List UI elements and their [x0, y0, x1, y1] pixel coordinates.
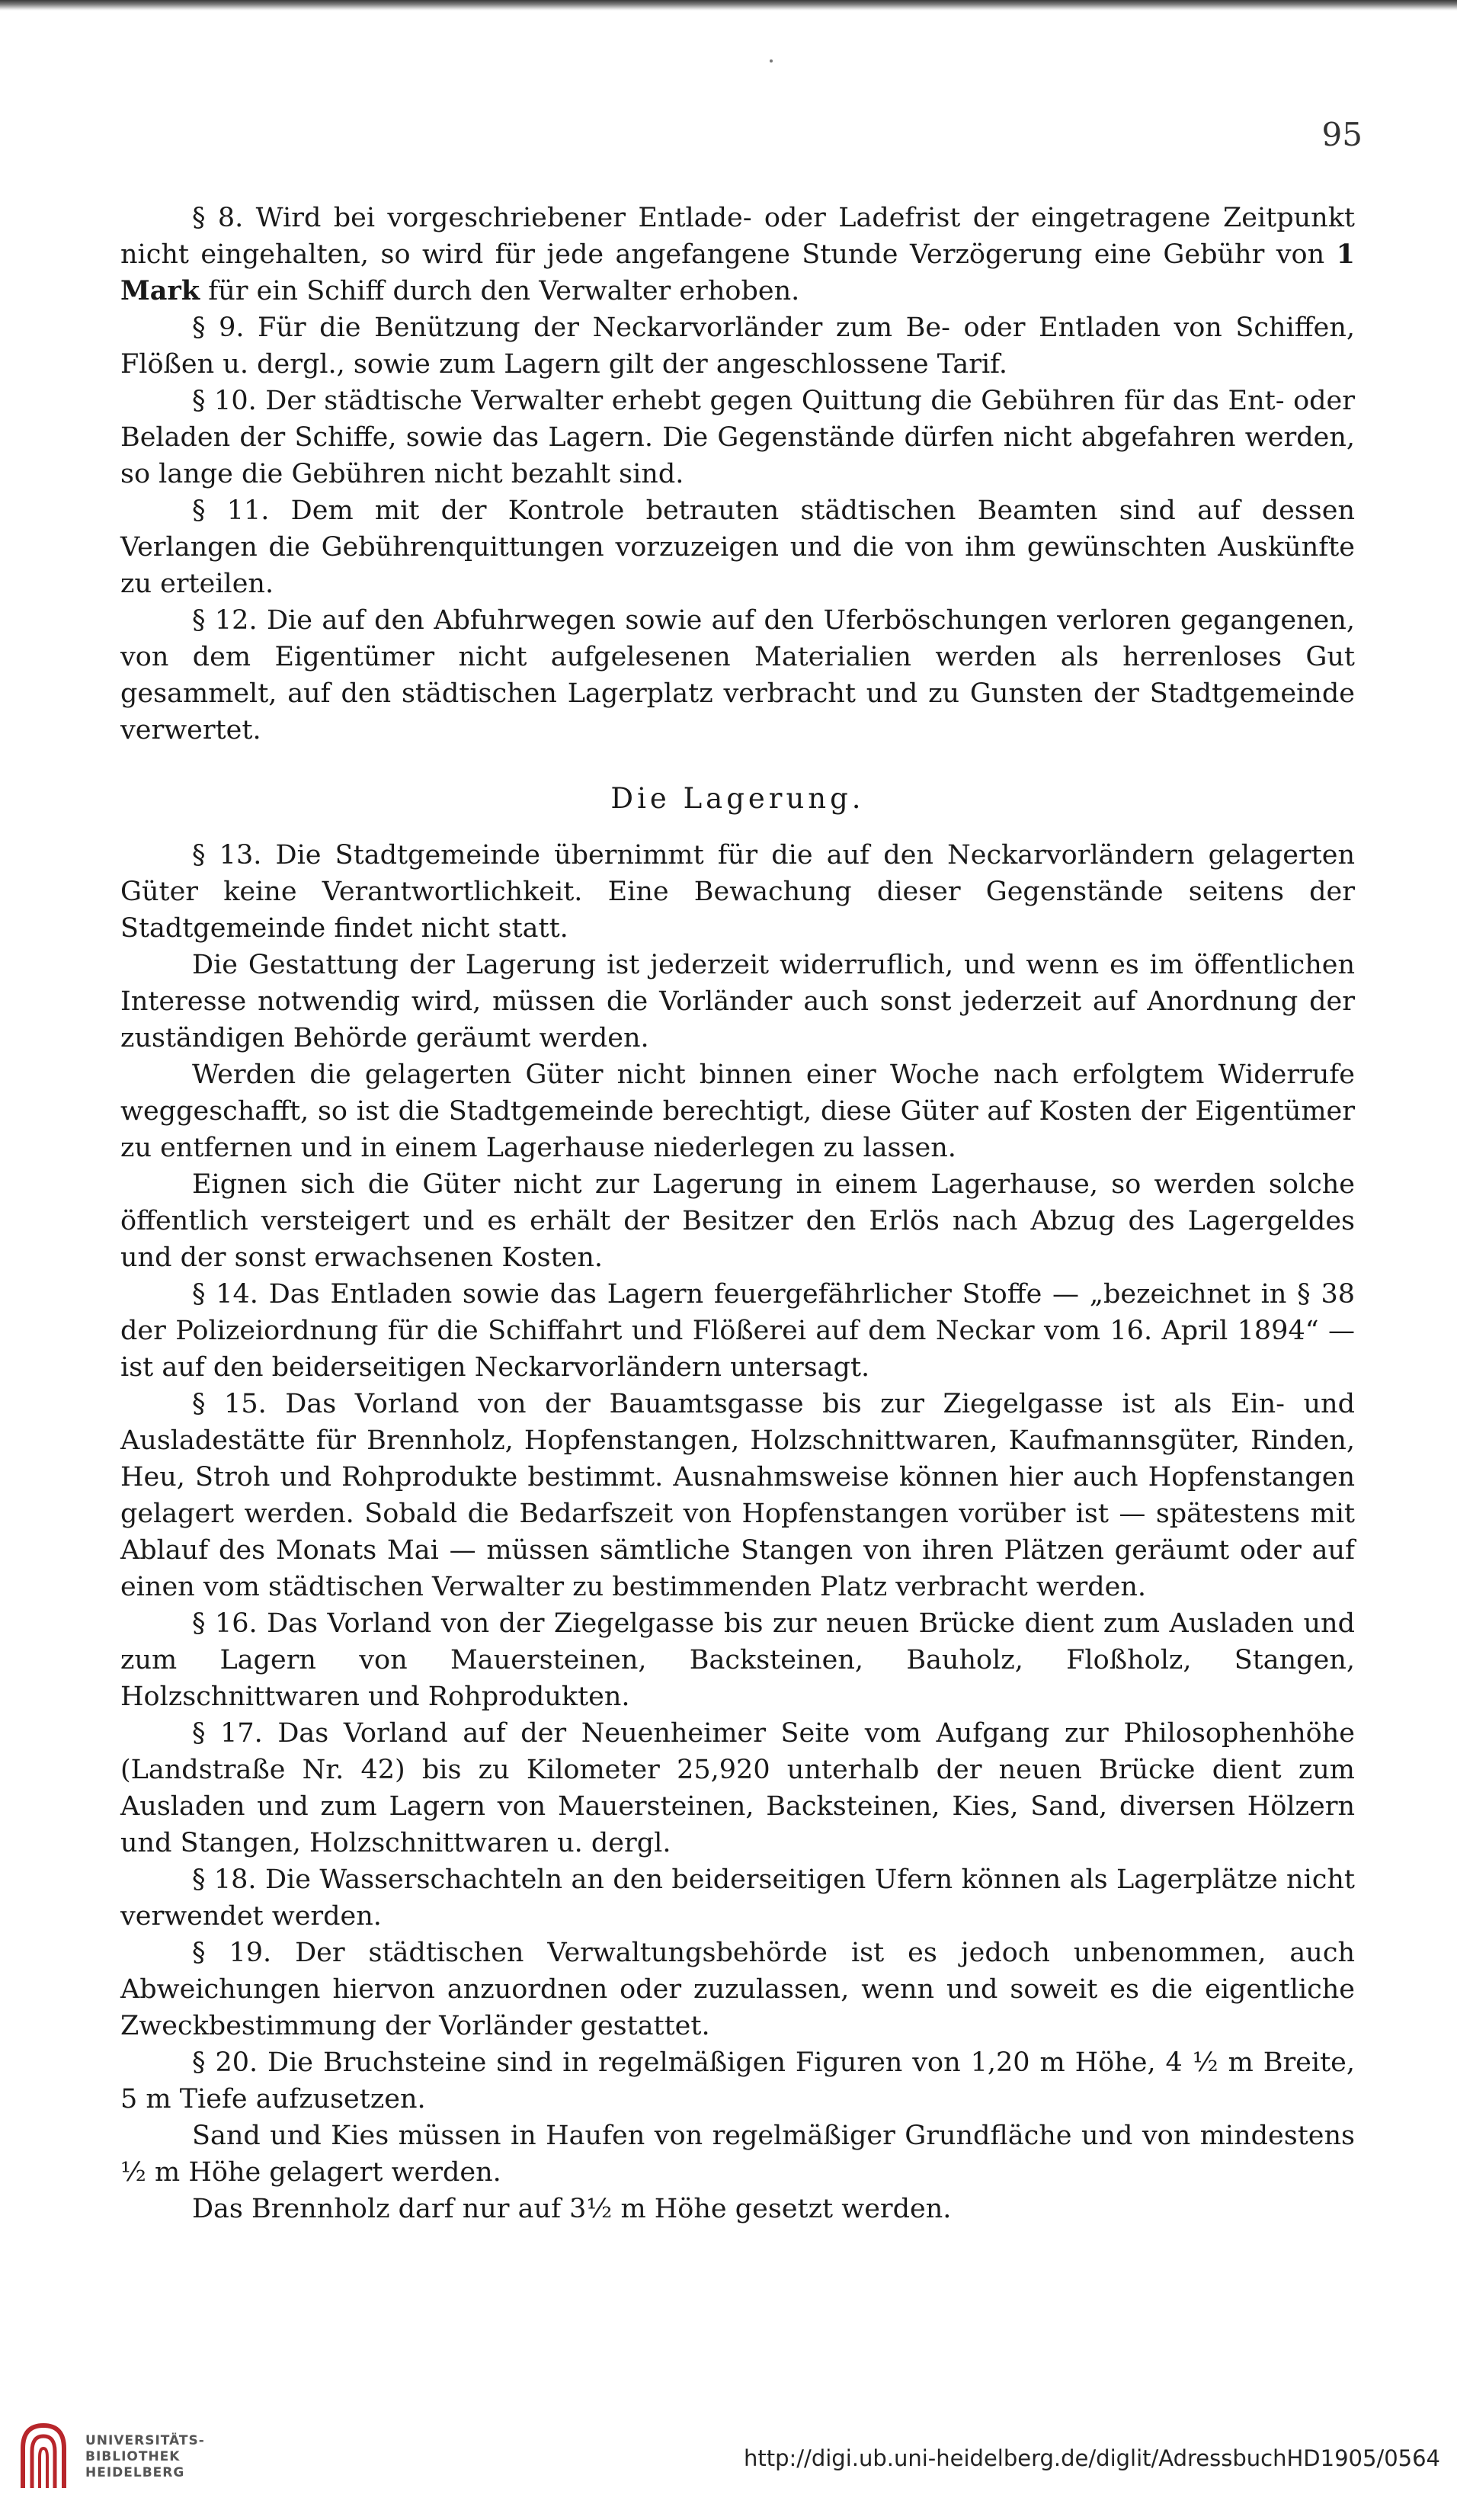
paragraph-15: § 15. Das Vorland von der Bauamtsgasse bis zur Ziegelgasse ist als Ein- und Ausladestätte für Brennholz, Hopfenstangen, Holzschnittwaren, Kaufmannsgüter, Rinden, Heu, Stroh und Rohprodukte bestimmt. Ausnahmsweise können hier auch Hopfenstangen gelagert werden. Sobald die Bedarfszeit von Hopfenstangen vorüber ist — spätestens mit Ablauf des Monats Mai — müssen sämtliche Stangen von ihren Plätzen geräumt oder auf einen vom städtischen Verwalter zu bestimmenden Platz verbracht werden. — [120, 1389, 1355, 1602]
scan-speck — [770, 59, 773, 63]
page-number: 95 — [1321, 116, 1363, 153]
paragraph-9: § 9. Für die Benützung der Neckarvorländer zum Be- oder Entladen von Schiffen, Flößen u. dergl., sowie zum Lagern gilt der angeschlossene Tarif. — [120, 313, 1355, 380]
paragraph-10: § 10. Der städtische Verwalter erhebt gegen Quittung die Gebühren für das Ent- oder Beladen der Schiffe, sowie das Lagern. Die Gegenstände dürfen nicht abgefahren werden, so lange die Gebühren nicht bezahlt sind. — [120, 386, 1355, 489]
document-body — [120, 200, 1355, 2227]
scan-edge — [0, 0, 1457, 11]
paragraph-17: § 17. Das Vorland auf der Neuenheimer Seite vom Aufgang zur Philosophenhöhe (Landstraße Nr. 42) bis zu Kilometer 25,920 unterhalb der neuen Brücke dient zum Ausladen und zum Lagern von Mauersteinen, Backsteinen, Kies, Sand, diversen Hölzern und Stangen, Holzschnittwaren u. dergl. — [120, 1718, 1355, 1858]
source-url-link[interactable]: http://digi.ub.uni-heidelberg.de/diglit/AdressbuchHD1905/0564 — [743, 2445, 1440, 2471]
paragraph-18: § 18. Die Wasserschachteln an den beiderseitigen Ufern können als Lagerplätze nicht verwendet werden. — [120, 1864, 1355, 1932]
paragraph-13-revocation: Die Gestattung der Lagerung ist jederzeit widerruflich, und wenn es im öffentlichen Interesse notwendig wird, müssen die Vorländer auch sonst jederzeit auf Anordnung der zuständigen Behörde geräumt werden. — [120, 950, 1355, 1053]
paragraph-14: § 14. Das Entladen sowie das Lagern feuergefährlicher Stoffe — „bezeichnet in § 38 der Polizeiordnung für die Schiffahrt und Flößerei auf dem Neckar vom 16. April 1894“ — ist auf den beiderseitigen Neckarvorländern untersagt. — [120, 1279, 1355, 1383]
institution-line: HEIDELBERG — [85, 2465, 185, 2480]
paragraph-11: § 11. Dem mit der Kontrole betrauten städtischen Beamten sind auf dessen Verlangen die Gebührenquittungen vorzuzeigen und die von ihm gewünschten Auskünfte zu erteilen. — [120, 495, 1355, 599]
paragraph-13: § 13. Die Stadtgemeinde übernimmt für die auf den Neckarvorländern gelagerten Güter keine Verantwortlichkeit. Eine Bewachung dieser Gegenstände seitens der Stadtgemeinde findet nicht statt. — [120, 840, 1355, 944]
paragraph-20-firewood: Das Brennholz darf nur auf 3½ m Höhe gesetzt werden. — [192, 2194, 952, 2224]
paragraph-13-removal: Werden die gelagerten Güter nicht binnen einer Woche nach erfolgtem Widerrufe weggeschafft, so ist die Stadtgemeinde berechtigt, diese Güter auf Kosten der Eigentümer zu entfernen und in einem Lagerhause niederlegen zu lassen. — [120, 1060, 1355, 1163]
footer — [0, 2401, 1457, 2520]
paragraph-8-text: § 8. Wird bei vorgeschriebener Entlade- oder Ladefrist der eingetragene Zeitpunkt nicht eingehalten, so wird für jede angefangene Stunde Verzögerung eine Gebühr von — [120, 203, 1355, 270]
paragraph-12: § 12. Die auf den Abfuhrwegen sowie auf den Uferböschungen verloren gegangenen, von dem Eigentümer nicht aufgelesenen Materialien werden als herrenloses Gut gesammelt, auf den städtischen Lagerplatz verbracht und zu Gunsten der Stadtgemeinde verwertet. — [120, 605, 1355, 745]
institution-name — [85, 2433, 205, 2481]
paragraph-16: § 16. Das Vorland von der Ziegelgasse bis zur neuen Brücke dient zum Ausladen und zum Lagern von Mauersteinen, Backsteinen, Bauholz, Floßholz, Stangen, Holzschnittwaren und Rohprodukten. — [120, 1608, 1355, 1712]
paragraph-13-auction: Eignen sich die Güter nicht zur Lagerung in einem Lagerhause, so werden solche öffentlich versteigert und es erhält der Besitzer den Erlös nach Abzug des Lagergeldes und der sonst erwachsenen Kosten. — [120, 1169, 1355, 1273]
fee-amount: 1 Mark — [120, 239, 1355, 306]
paragraph-8 — [120, 200, 1355, 309]
institution-line: UNIVERSITÄTS- — [85, 2433, 205, 2448]
paragraph-19: § 19. Der städtischen Verwaltungsbehörde ist es jedoch unbenommen, auch Abweichungen hiervon anzuordnen oder zuzulassen, wenn und soweit es die eigentliche Zweckbestimmung der Vorländer gestattet. — [120, 1938, 1355, 2041]
university-library-logo-icon — [17, 2418, 70, 2494]
paragraph-8-end: für ein Schiff durch den Verwalter erhoben. — [208, 276, 800, 306]
paragraph-20: § 20. Die Bruchsteine sind in regelmäßigen Figuren von 1,20 m Höhe, 4 ½ m Breite, 5 m Tiefe aufzusetzen. — [120, 2047, 1355, 2114]
institution-line: BIBLIOTHEK — [85, 2449, 181, 2464]
section-heading: Die Lagerung. — [610, 782, 865, 815]
paragraph-20-sand: Sand und Kies müssen in Haufen von regelmäßiger Grundfläche und von mindestens ½ m Höhe gelagert werden. — [120, 2121, 1355, 2188]
